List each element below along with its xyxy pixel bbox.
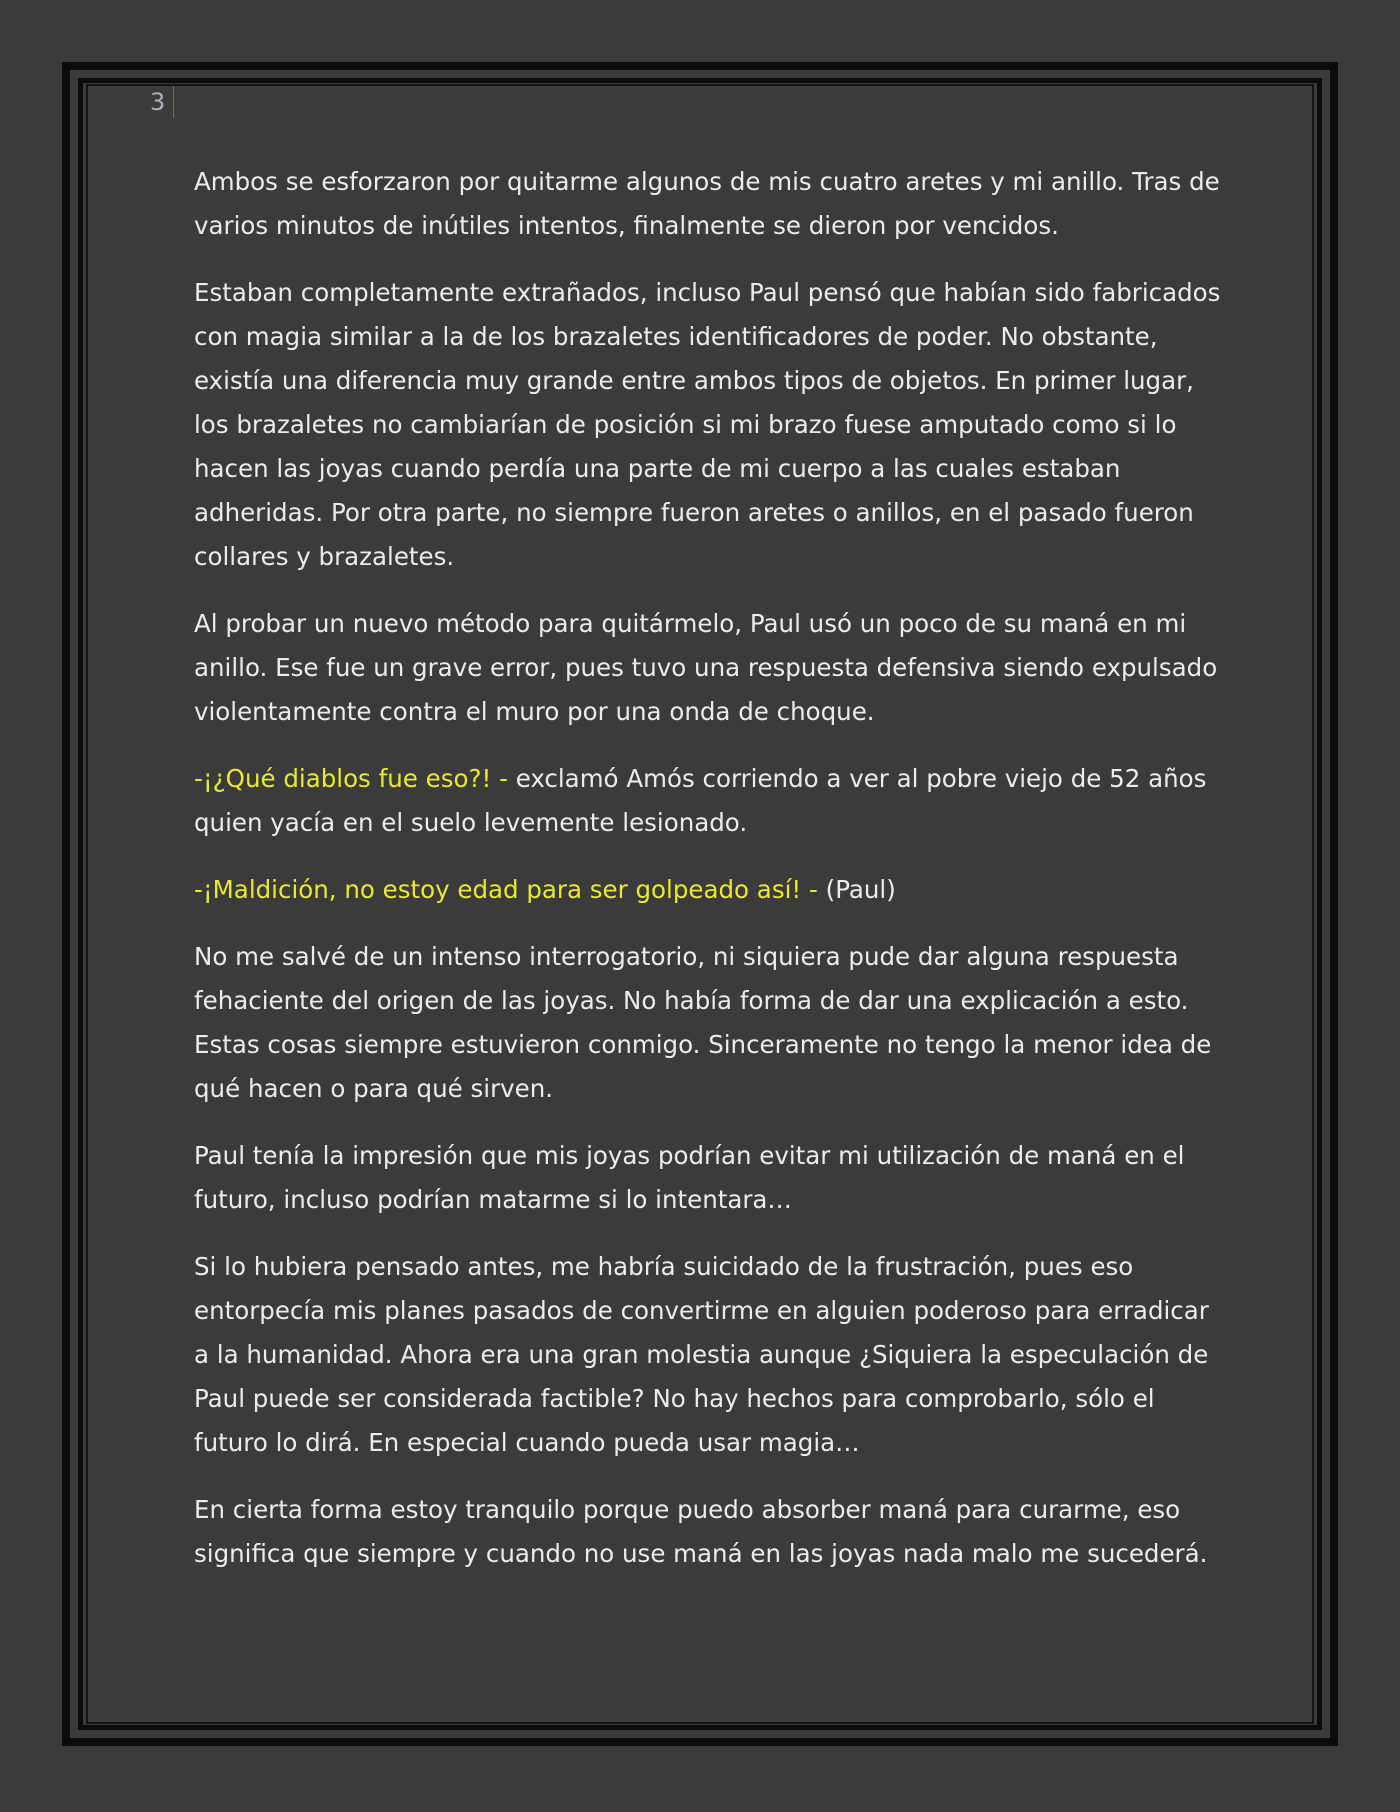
paragraph-3 (194, 602, 1228, 734)
paragraph-text: Si lo hubiera pensado antes, me habría suicidado de la frustración, pues eso entorpecía mis planes pasados de convertirme en alguien poderoso para erradicar a la humanidad. Ahora era una gran molestia aunque ¿Siquiera la especulación de Paul puede ser considerada factible? No hay hechos para comprobarlo, sólo el futuro lo dirá. En especial cuando pueda usar magia… (194, 1252, 1209, 1457)
paragraph-5-dialogue (194, 868, 1228, 912)
paragraph-text: Paul tenía la impresión que mis joyas podrían evitar mi utilización de maná en el futuro, incluso podrían matarme si lo intentara… (194, 1141, 1185, 1214)
page-number: 3 (150, 86, 174, 118)
paragraph-text: Estaban completamente extrañados, incluso Paul pensó que habían sido fabricados con magia similar a la de los brazaletes identificadores de poder. No obstante, existía una diferencia muy grande entre ambos tipos de objetos. En primer lugar, los brazaletes no cambiarían de posición si mi brazo fuese amputado como si lo hacen las joyas cuando perdía una parte de mi cuerpo a las cuales estaban adheridas. Por otra parte, no siempre fueron aretes o anillos, en el pasado fueron collares y brazaletes. (194, 278, 1221, 571)
paragraph-text: No me salvé de un intenso interrogatorio, ni siquiera pude dar alguna respuesta fehaciente del origen de las joyas. No había forma de dar una explicación a esto. Estas cosas siempre estuvieron conmigo. Sinceramente no tengo la menor idea de qué hacen o para qué sirven. (194, 942, 1212, 1103)
paragraph-2 (194, 271, 1228, 579)
paragraph-text: Ambos se esforzaron por quitarme algunos de mis cuatro aretes y mi anillo. Tras de varios minutos de inútiles intentos, finalmente se dieron por vencidos. (194, 167, 1220, 240)
dialogue-line: -¡¿Qué diablos fue eso?! - (194, 764, 508, 793)
paragraph-7 (194, 1134, 1228, 1222)
speaker-tag: (Paul) (817, 875, 896, 904)
paragraph-6 (194, 935, 1228, 1111)
dialogue-line: -¡Maldición, no estoy edad para ser golpeado así! - (194, 875, 818, 904)
paragraph-9 (194, 1488, 1228, 1576)
paragraph-text: En cierta forma estoy tranquilo porque puedo absorber maná para curarme, eso significa que siempre y cuando no use maná en las joyas nada malo me sucederá. (194, 1495, 1208, 1568)
paragraph-4-dialogue (194, 757, 1228, 845)
document-body (194, 160, 1228, 1599)
paragraph-text: exclamó Amós corriendo a ver al pobre viejo de 52 años quien yacía en el suelo levemente lesionado. (194, 764, 1207, 837)
paragraph-text: Al probar un nuevo método para quitármelo, Paul usó un poco de su maná en mi anillo. Ese fue un grave error, pues tuvo una respuesta defensiva siendo expulsado violentamente contra el muro por una onda de choque. (194, 609, 1218, 726)
paragraph-1 (194, 160, 1228, 248)
paragraph-8 (194, 1245, 1228, 1465)
